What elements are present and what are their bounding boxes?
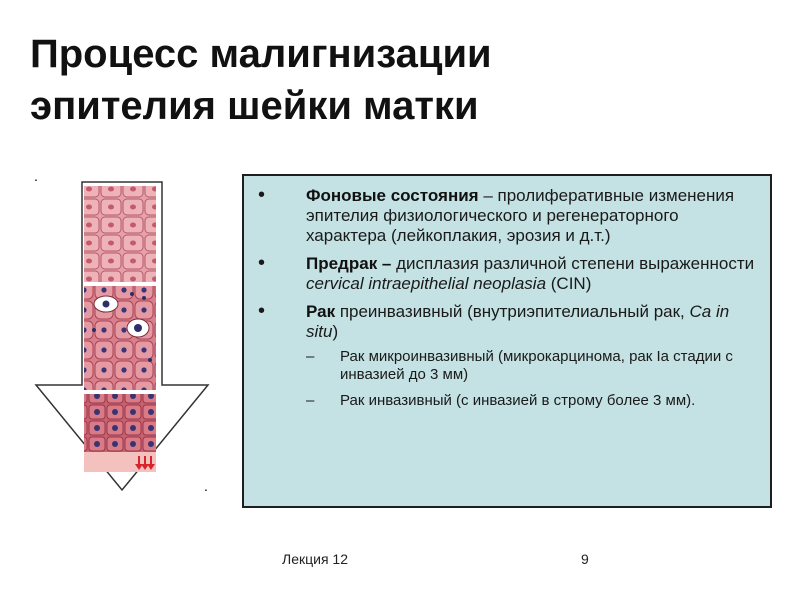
slide-title: [30, 28, 730, 132]
cell-layer-normal: [84, 186, 156, 282]
sub-list-item: [306, 392, 756, 410]
dot-marker: .: [34, 168, 38, 184]
dot-marker: .: [204, 478, 208, 494]
classification-list: [244, 176, 770, 410]
item-text-2: (CIN): [546, 274, 592, 293]
cell-layer-invasive: [84, 394, 156, 452]
footer-page-number: 9: [581, 551, 589, 567]
title-line-1: Процесс малигнизации: [30, 32, 492, 76]
item-text: дисплазия различной степени выраженности: [396, 254, 755, 273]
list-item: [244, 186, 756, 246]
bullet-icon: •: [258, 184, 266, 206]
list-item: [244, 254, 756, 294]
title-line-2: эпителия шейки матки: [30, 84, 479, 128]
item-text-2: ): [332, 322, 339, 341]
item-term: Предрак: [306, 254, 378, 273]
item-text: преинвазивный (внутриэпителиальный рак,: [339, 302, 690, 321]
classification-box: [242, 174, 772, 508]
bullet-icon: •: [258, 300, 266, 322]
item-separator: –: [377, 254, 397, 273]
dash-icon: –: [306, 348, 315, 365]
item-italic: Ca in situ: [306, 302, 730, 341]
list-item: [244, 302, 756, 410]
bullet-icon: •: [258, 252, 266, 274]
item-italic: cervical intraepithelial neoplasia: [306, 274, 547, 293]
footer-lecture: Лекция 12: [282, 551, 348, 567]
sub-item-text: Рак инвазивный (с инвазией в строму более 3 мм).: [340, 392, 696, 409]
epithelium-arrow-illustration: [34, 180, 210, 492]
sub-list-item: [306, 348, 756, 384]
sub-item-text: Рак микроинвазивный (микрокарцинома, рак Ia стадии с инвазией до 3 мм): [340, 348, 733, 383]
item-term: Фоновые состояния: [306, 186, 479, 205]
item-term: Рак: [306, 302, 336, 321]
item-text: пролиферативные изменения эпителия физиологического и регенераторного характера (лейкоплакия, эрозия и д.т.): [306, 186, 735, 245]
item-separator: –: [478, 186, 498, 205]
dash-icon: –: [306, 392, 315, 409]
invasion-arrows-icon: [135, 456, 155, 470]
sub-list: [306, 348, 756, 410]
